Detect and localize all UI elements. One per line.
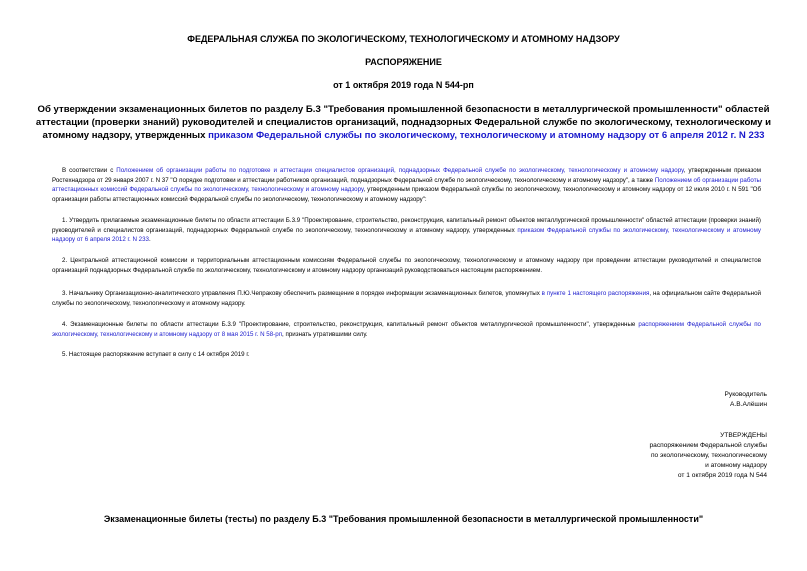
item-1-text-2: . [148, 236, 151, 244]
preamble-paragraph [52, 166, 761, 204]
signature-block [725, 390, 767, 410]
preamble-link-regulation-commissions[interactable]: Положением об организации работы аттестационных комиссий Федеральной службы по экологическому, технологическому и атомному надзору [52, 176, 761, 194]
preamble-text-1: В соответствии с [62, 167, 117, 174]
approval-line-5: от 1 октября 2019 года N 544 [677, 472, 767, 479]
signature-position: Руководитель [724, 391, 767, 398]
tickets-section-title: Экзаменационные билеты (тесты) по разделу Б.3 "Требования промышленной безопасности в металлургической промышленности" [103, 514, 704, 524]
item-1-text-1: 1. Утвердить прилагаемые экзаменационные билеты по области аттестации Б.3.9 "Проектирование, строительство, реконструкция, капитальный ремонт объектов металлургической промышленности" областей аттестации (проверки знаний) руководителей и специалистов организаций, поднадзорных Федеральной службе по экологическому, технологическому и атомному надзору, утвержденных [52, 217, 761, 234]
preamble-link-regulation-specialists[interactable]: Положением об организации работы по подготовке и аттестации специалистов организаций, поднадзорных Федеральной службе по экологическому, технологическому и атомному надзору [116, 167, 684, 174]
item-4-link-order-58[interactable]: распоряжением Федеральной службы по экологическому, технологическому и атомному надзору от 8 мая 2015 г. N 58-рп [52, 321, 762, 338]
signature-name: А.В.Алёшин [730, 401, 767, 408]
item-4-paragraph [52, 320, 761, 339]
item-5-paragraph [52, 350, 761, 360]
approval-block [650, 431, 767, 481]
approval-line-3: по экологическому, технологическому [650, 452, 767, 459]
item-3-link-point-1[interactable]: в пункте 1 настоящего распоряжения [541, 290, 650, 297]
approval-line-1: УТВЕРЖДЕНЫ [720, 432, 767, 439]
item-4-text-2: , признать утратившими силу. [282, 330, 368, 338]
document-date-number: от 1 октября 2019 года N 544-рп [333, 80, 474, 90]
item-1-paragraph [52, 216, 761, 245]
approval-line-4: и атомному надзору [705, 462, 767, 469]
item-4-text-1: 4. Экзаменационные билеты по области аттестации Б.3.9 "Проектирование, строительство, реконструкция, капитальный ремонт объектов металлургической промышленности", утвержденные [62, 321, 639, 328]
agency-name: ФЕДЕРАЛЬНАЯ СЛУЖБА ПО ЭКОЛОГИЧЕСКОМУ, ТЕХНОЛОГИЧЕСКОМУ И АТОМНОМУ НАДЗОРУ [187, 34, 620, 44]
preamble-text-2: , утвержденным приказом Ростехнадзора от 29 января 2007 г. N 37 "О порядке подготовки и аттестации работников организаций, поднадзорных Федеральной службе по экологическому, технологическому и атомному надзору", а также [52, 167, 761, 184]
item-3-text-2: , на официальном сайте Федеральной службы по экологическому, технологическому и атомному надзору. [52, 290, 761, 307]
item-3-text-1: 3. Начальнику Организационно-аналитического управления П.Ю.Чепракову обеспечить размещение в порядке информации экзаменационных билетов, упомянутых [62, 290, 542, 297]
approval-line-2: распоряжением Федеральной службы [649, 442, 767, 449]
document-type: РАСПОРЯЖЕНИЕ [365, 57, 442, 67]
title-text: Об утверждении экзаменационных билетов по разделу Б.3 "Требования промышленной безопасности в металлургической промышленности" областей аттестации (проверки знаний) руководителей и специалистов организаций, поднадзорных Федеральной службе по экологическому, технологическому и атомному надзору, утвержденных [35, 104, 772, 141]
preamble-text-3: , утвержденным приказом Федеральной службы по экологическому, технологическому и атомному надзору от 12 июля 2010 г. N 591 "Об организации работы аттестационных комиссий Федеральной службы по экологическому, технологическому и атомному надзору": [52, 186, 762, 203]
item-2-text: 2. Центральной аттестационной комиссии и территориальным аттестационным комиссиям Федеральной службы по экологическому, технологическому и атомному надзору при проведении аттестации руководителей и специалистов организаций поднадзорных Федеральной службе по экологическому, технологическому и атомному надзору организаций руководствоваться настоящим распоряжением. [52, 257, 761, 274]
item-1-link-order-233[interactable]: приказом Федеральной службы по экологическому, технологическому и атомному надзору от 6 апреля 2012 г. N 233 [52, 226, 762, 244]
item-2-paragraph [52, 256, 761, 275]
item-3-paragraph [52, 289, 761, 308]
item-5-text: 5. Настоящее распоряжение вступает в силу с 14 октября 2019 г. [62, 351, 250, 358]
document-title [34, 103, 773, 142]
title-link-order-233[interactable]: приказом Федеральной службы по экологическому, технологическому и атомному надзору от 6 апреля 2012 г. N 233 [208, 130, 765, 141]
